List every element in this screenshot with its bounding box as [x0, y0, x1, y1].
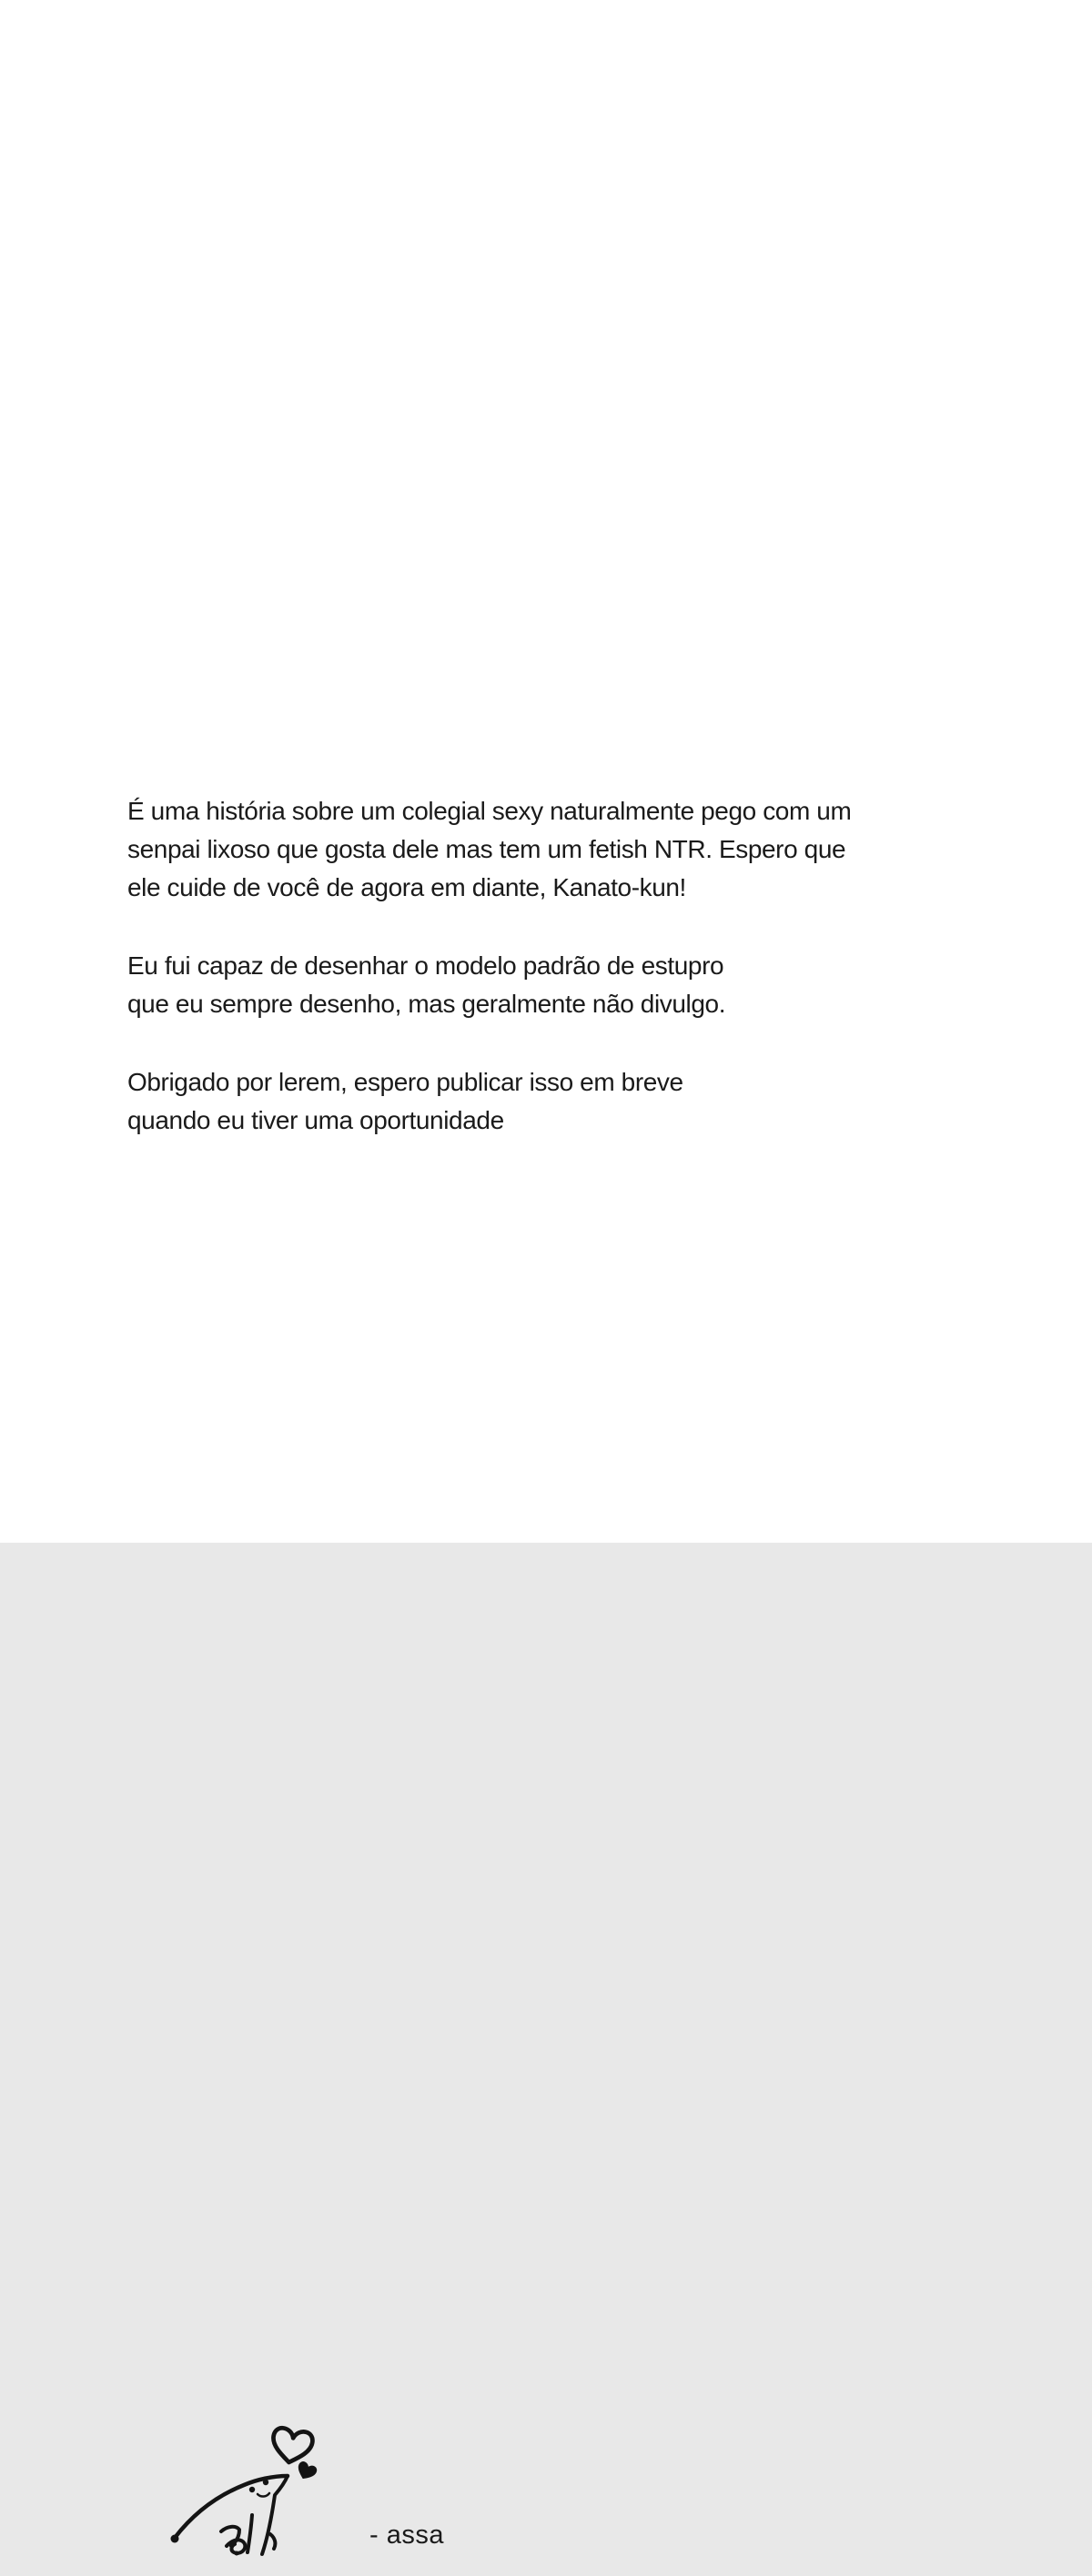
- text-line: Obrigado por lerem, espero publicar isso em breve: [127, 1068, 683, 1096]
- afterword-text: [127, 792, 1001, 1140]
- doodle-creature-icon: [171, 2476, 288, 2556]
- text-line: É uma história sobre um colegial sexy naturalmente pego com um: [127, 797, 852, 825]
- artist-creature-doodle-icon: [136, 2412, 355, 2576]
- artist-signature-block: [0, 1201, 1092, 2550]
- text-line: que eu sempre desenho, mas geralmente não divulgo.: [127, 990, 726, 1018]
- text-line: quando eu tiver uma oportunidade: [127, 1106, 504, 1134]
- text-line: ele cuide de você de agora em diante, Kanato-kun!: [127, 873, 686, 901]
- doodle-heart-outline-icon: [269, 2427, 314, 2466]
- text-line: senpai lixoso que gosta dele mas tem um fetish NTR. Espero que: [127, 835, 846, 863]
- paragraph-3: [127, 1063, 1001, 1140]
- paragraph-2: [127, 947, 1001, 1023]
- doodle-heart-filled-icon: [295, 2460, 318, 2481]
- artist-credit: - assa: [369, 2521, 444, 2550]
- text-line: Eu fui capaz de desenhar o modelo padrão de estupro: [127, 951, 724, 980]
- paragraph-1: [127, 792, 1001, 907]
